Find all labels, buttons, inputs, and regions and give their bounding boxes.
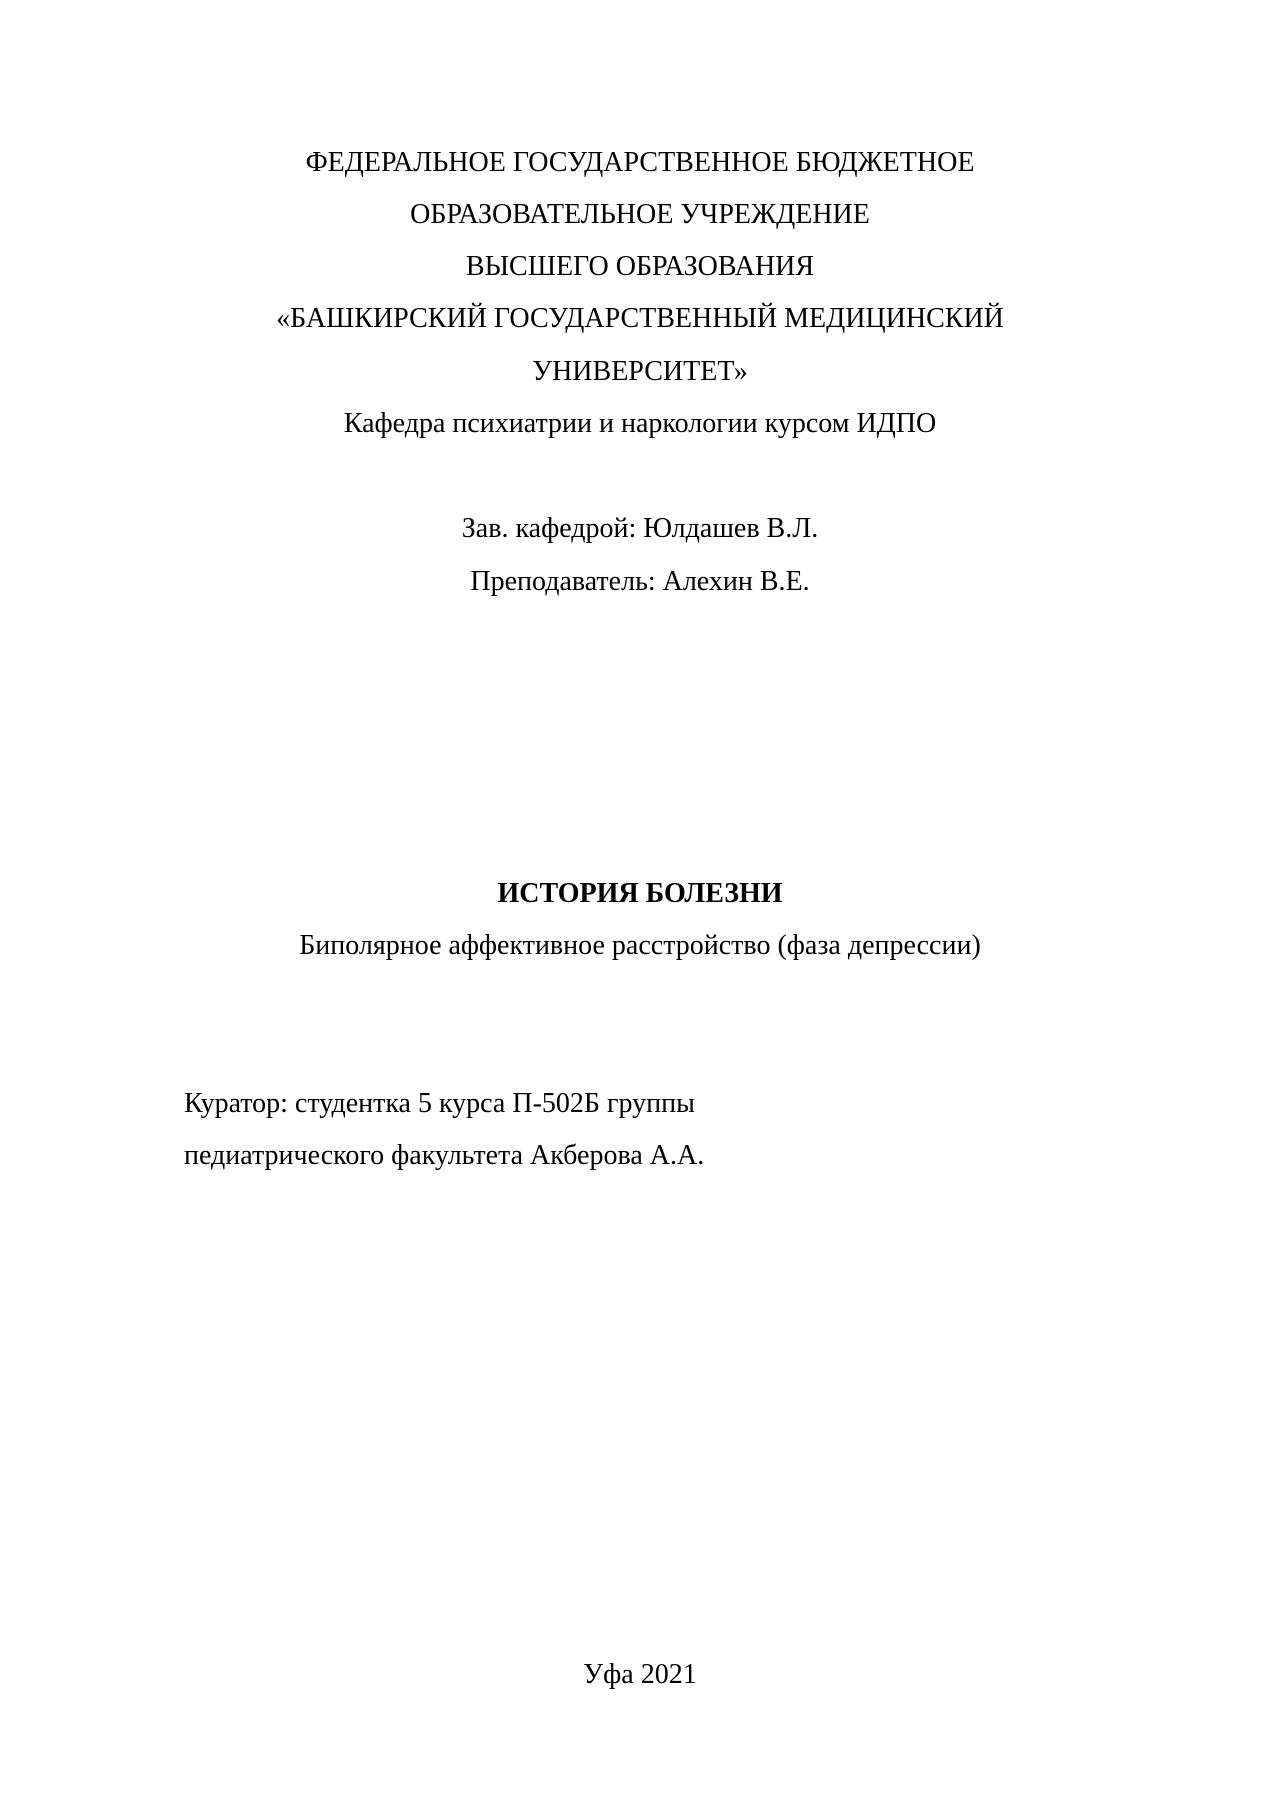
- curator-line-1: Куратор: студентка 5 курса П-502Б группы: [184, 1088, 695, 1119]
- department-name: Кафедра психиатрии и наркологии курсом ИДПО: [343, 408, 937, 439]
- head-of-department: Зав. кафедрой: Юлдашев В.Л.: [461, 513, 819, 544]
- document-title: ИСТОРИЯ БОЛЕЗНИ: [497, 878, 783, 909]
- institution-line-5: УНИВЕРСИТЕТ»: [532, 356, 748, 387]
- city-year: Уфа 2021: [583, 1659, 697, 1690]
- teacher-name: Преподаватель: Алехин В.Е.: [470, 566, 810, 597]
- institution-line-2: ОБРАЗОВАТЕЛЬНОЕ УЧРЕЖДЕНИЕ: [410, 199, 870, 230]
- diagnosis: Биполярное аффективное расстройство (фаза депрессии): [299, 930, 981, 961]
- institution-line-4: «БАШКИРСКИЙ ГОСУДАРСТВЕННЫЙ МЕДИЦИНСКИЙ: [276, 303, 1004, 334]
- curator-line-2: педиатрического факультета Акберова А.А.: [184, 1140, 705, 1171]
- institution-line-1: ФЕДЕРАЛЬНОЕ ГОСУДАРСТВЕННОЕ БЮДЖЕТНОЕ: [305, 147, 975, 178]
- institution-line-3: ВЫСШЕГО ОБРАЗОВАНИЯ: [465, 251, 815, 282]
